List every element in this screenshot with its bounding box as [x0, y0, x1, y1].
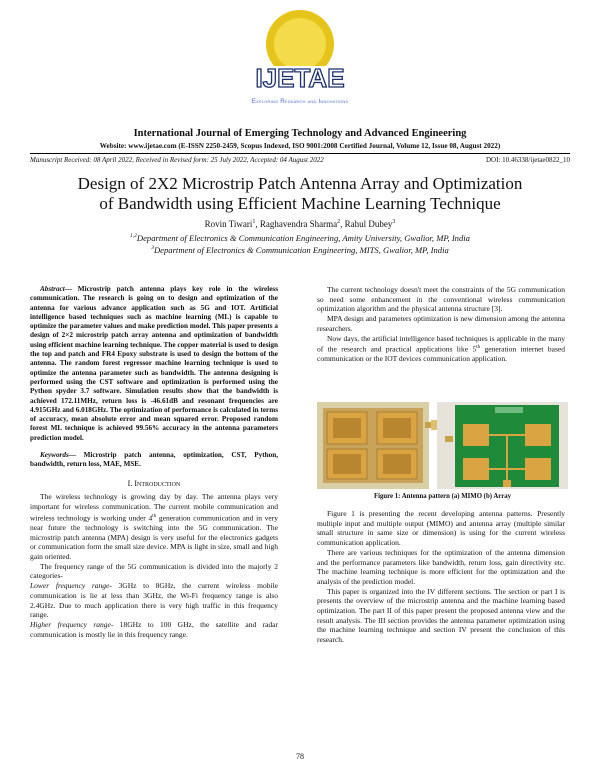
right-paragraph-1: The current technology doesn't meet the constraints of the 5G communication so need some enhancement in the conventional wireless communication optimization algorithm and the physical antenna structure [3].: [317, 285, 565, 314]
affiliation-2: $^3$Department of Electronics & Communication Engineering, MITS, Gwalior, MP, India: [151, 245, 449, 255]
paper-title: [30, 174, 570, 214]
right-paragraph-6: This paper is organized into the IV different sections. The section or part I is presents the overview of the microstrip antenna and the machine learning based optimization. The part II of this paper present the proposed antenna view and the result analysis. The III section provides the antenna parameter optimization using the machine learning technique and section IV present the conclusion of this research.: [317, 586, 565, 645]
antenna-photos-image: [317, 402, 568, 489]
journal-logo: [240, 6, 360, 124]
logo-tagline: Exploring Research and Innovations: [251, 98, 349, 105]
doi: DOI: 10.46338/ijetae0822_10: [486, 156, 570, 164]
header-rule: [30, 153, 570, 154]
right-paragraph-5: There are various techniques for the optimization of the antenna dimension and the performance parameters like bandwidth, return loss, gain directivity etc. The machine learning technique is more efficient for the optimization and the analysis of the prediction model.: [317, 547, 565, 586]
abstract: Abstract— Microstrip patch antenna plays key role in the wireless communication. The research is going on to design and optimization of the antenna for various advance application such as 5G and IOT. Artificial intelligence based techniques such as machine learning (ML) is capable to optimize the parameter values and make prediction model. This paper presents a design of 2×2 microstrip patch array antenna and optimization of bandwidth using efficient machine learning technique. The copper material is used to design the top and patch and FR4 Epoxy substrate is used to design the bottom of the antenna. The random forest regressor machine learning technique is used to optimize the antenna parameter such as bandwidth. The antenna designing is performed using the CST software and optimization is performed using the Python spyder 3.7 software. Simulation results show that the bandwidth is achieved 172.11MHz, return loss is -46.61dB and resonant frequencies are 4.915GHz and 6.018GHz. The optimization of performance is calculated in terms of accuracy, mean absolute error and mean squared error. Proposed random forest ML technique is achieved 99.56% accuracy in the antenna parameters prediction model.: [30, 285, 279, 442]
logo-emblem: [240, 6, 360, 124]
right-paragraph-3: Now days, the artificial intelligence based techniques is applicable in the many of the research and practical applications like 5th generation internet based communication or the IOT devices communication application.: [317, 333, 565, 364]
right-column-bottom: [317, 509, 565, 645]
logo-text: IJETAE: [255, 63, 345, 93]
affiliation-1: $^{1,2}$Department of Electronics & Communication Engineering, Amity University, Gwalior, MP, India: [130, 233, 470, 243]
intro-paragraph-3: Lower frequency range- 3GHz to 8GHz, the current wireless mobile communication is lie at less than 3GHz, the Wi-Fi frequency range is also 2.4GHz. Due to much application there is very high traffic in this frequency range.: [30, 581, 278, 620]
intro-paragraph-2: The frequency range of the 5G communication is divided into the majorly 2 categories-: [30, 561, 278, 581]
author-list: Rovin Tiwari$^1$, Raghavendra Sharma$^2$, Rahul Dubey$^3$: [204, 219, 396, 229]
intro-paragraph-1: The wireless technology is growing day by day. The antenna plays very important for wireless communication. The current mobile communication and wireless technology is working under 4th generation communication and in very near future the technology is switching into the 5G communication. The microstrip patch antenna (MPA) design is very useful for the electronics gadgets or communication form the small size device. MPA is light in size, small and high gain oriented.: [30, 492, 279, 562]
intro-paragraph-4: Higher frequency range- 18GHz to 100 GHz, the satellite and radar communication is mostly lie in this frequency range.: [30, 619, 278, 639]
author-1: Rovin Tiwari: [204, 219, 253, 229]
left-column: [30, 285, 278, 639]
author-2: Raghavendra Sharma: [259, 219, 338, 229]
journal-name: International Journal of Emerging Technology and Advanced Engineering: [133, 128, 467, 139]
figure-1-antenna-photos: [317, 402, 568, 489]
figure-1-caption: Figure 1: Antenna pattern (a) MIMO (b) Array: [373, 493, 512, 500]
author-3: Rahul Dubey: [344, 219, 393, 229]
page-number: 78: [296, 752, 304, 761]
paper-title-line2: of Bandwidth using Efficient Machine Learning Technique: [99, 194, 501, 213]
right-paragraph-2: MPA design and parameters optimization is new dimension among the antenna researchers.: [317, 314, 565, 333]
right-paragraph-4: Figure 1 is presenting the recent developing antenna patterns. Presently multiple input and multiple output (MIMO) and antenna array (multiple similar small structure in same size or dimension) is using for the current wireless communication application.: [317, 509, 565, 548]
right-column-top: [317, 285, 565, 364]
paper-title-line1: Design of 2X2 Microstrip Patch Antenna Array and Optimization: [77, 174, 523, 193]
manuscript-dates: Manuscript Received: 08 April 2022, Received in Revised form: 25 July 2022, Accepted: 04 August 2022: [30, 156, 324, 164]
keywords: Keywords— Microstrip patch antenna, optimization, CST, Python, bandwidth, return loss, MAE, MSE.: [30, 451, 278, 469]
section-heading-introduction: I. Introduction: [127, 478, 181, 488]
journal-website-line: Website: www.ijetae.com (E-ISSN 2250-2459, Scopus Indexed, ISO 9001:2008 Certified Journal, Volume 12, Issue 08, August 2022): [99, 142, 501, 150]
